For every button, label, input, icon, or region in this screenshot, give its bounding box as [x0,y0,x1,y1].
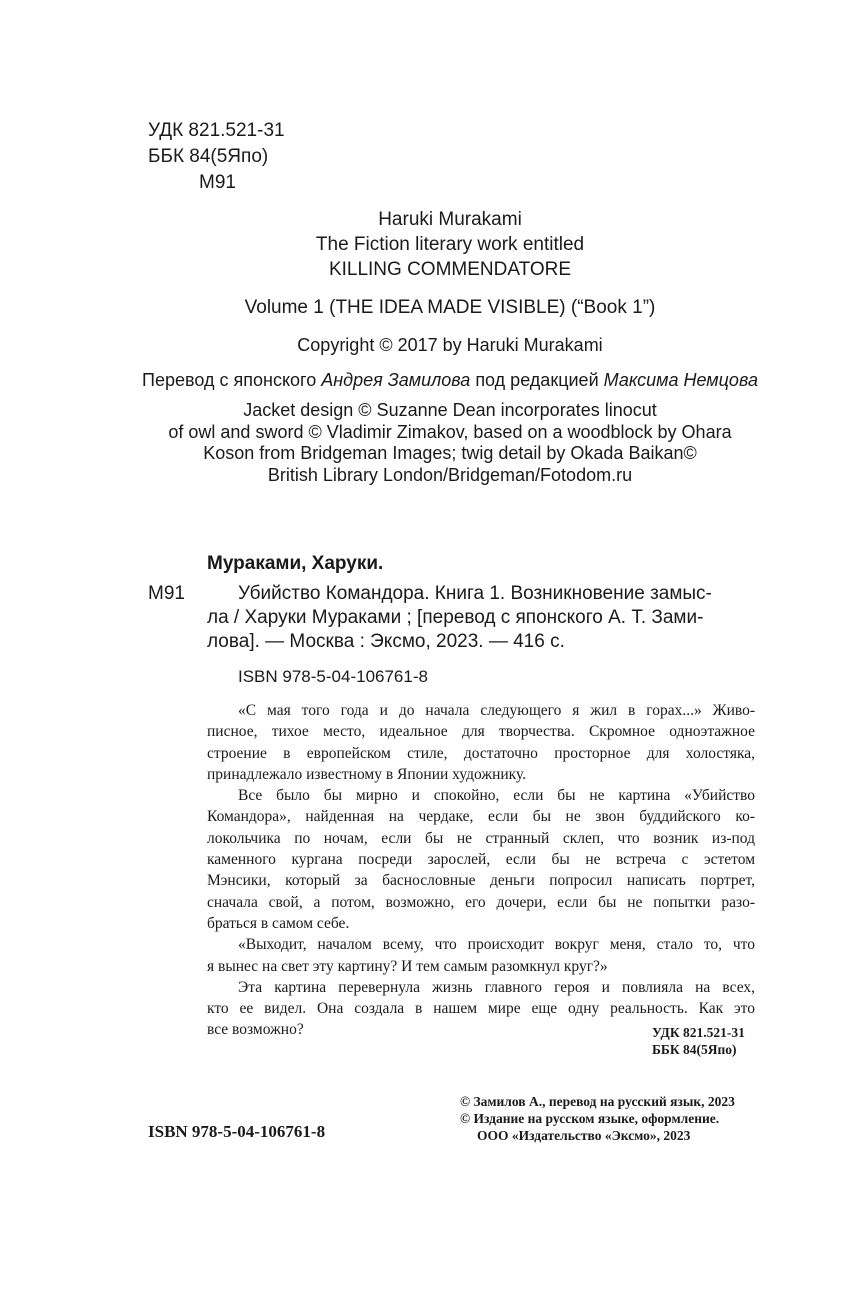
translation-prefix: Перевод с японского [142,370,322,390]
classification-block [148,118,285,196]
jacket-credit-line: Koson from Bridgeman Images; twig detail by Okada Baikan© [203,443,697,463]
bibliographic-code: М91 [148,583,185,604]
original-credits [60,207,840,282]
annotation-line: «С мая того года и до начала следующего я жил в горах...» Живо- [238,702,755,719]
bbk-code: ББК 84(5Япо) [148,146,269,167]
bottom-bbk: ББК 84(5Япо) [652,1042,737,1057]
work-description: The Fiction literary work entitled [315,234,585,255]
jacket-credit-line: Jacket design © Suzanne Dean incorporates linocut [243,400,657,420]
annotation-line: кто ее видел. Она создала в нашем мире еще одну реальность. Как это [207,1000,755,1018]
original-copyright: Copyright © 2017 by Haruki Murakami [297,335,603,355]
annotation-line: я вынес на свет эту картину? И тем самым разомкнул круг?» [207,957,608,975]
annotation-line: Эта картина перевернула жизнь главного героя и повлияла на всех, [238,978,755,996]
bibliographic-line: лова]. — Москва : Эксмо, 2023. — 416 с. [207,631,565,652]
bibliographic-isbn: ISBN 978-5-04-106761-8 [238,667,428,686]
udk-code: УДК 821.521-31 [148,120,285,141]
translation-copyright: © Замилов А., перевод на русский язык, 2023 [460,1094,735,1109]
author-mark: М91 [199,172,236,193]
annotation-line: локольчика по ночам, если бы не странный склеп, что возник из-под [207,829,755,847]
annotation-line: сначала свой, а потом, возможно, его дочери, если бы не попытки разо- [207,893,755,911]
annotation-line: строение в европейском стиле, достаточно просторное для холостяка, [207,744,755,762]
annotation-line: все возможно? [207,1021,304,1039]
annotation-line: принадлежало известному в Японии художнику. [207,765,527,783]
translator-name: Андрея Замилова [321,370,471,390]
original-author: Haruki Murakami [378,209,522,230]
bottom-copyright [460,1093,735,1144]
annotation [207,700,755,1041]
main-isbn: ISBN 978-5-04-106761-8 [148,1122,326,1141]
bottom-udk: УДК 821.521-31 [652,1025,745,1040]
annotation-line: Командора», найденная на чердаке, если бы не звон буддийского ко- [207,808,755,826]
jacket-credit [60,400,840,486]
editor-name: Максима Немцова [603,370,758,390]
jacket-credit-line: of owl and sword © Vladimir Zimakov, based on a woodblock by Ohara [168,421,732,442]
annotation-line: Все было бы мирно и спокойно, если бы не картина «Убийство [238,787,755,805]
original-title: KILLING COMMENDATORE [328,259,572,280]
bibliographic-author: Мураками, Харуки. [207,553,384,574]
bibliographic-line: ла / Харуки Мураками ; [перевод с японского А. Т. Зами- [207,607,704,628]
volume-line: Volume 1 (THE IDEA MADE VISIBLE) (“Book 1”) [244,297,656,318]
bibliographic-description [207,582,755,654]
annotation-line: писное, тихое место, идеальное для творчества. Скромное одноэтажное [207,723,755,741]
translation-middle: под редакцией [470,370,604,390]
publisher-copyright: ООО «Издательство «Эксмо», 2023 [477,1128,691,1143]
annotation-line: «Выходит, началом всему, что происходит вокруг меня, стало то, что [238,936,755,954]
annotation-line: каменного кургана посреди зарослей, если бы не встреча с эстетом [207,851,755,869]
bibliographic-line: Убийство Командора. Книга 1. Возникновение замыс- [238,583,712,604]
bottom-classification [652,1024,745,1058]
translation-credit [60,368,840,392]
annotation-line: Мэнсики, который за баснословные деньги попросил написать портрет, [207,872,755,890]
jacket-credit-line: British Library London/Bridgeman/Fotodom.ru [267,464,633,485]
annotation-line: браться в самом себе. [207,914,350,932]
edition-copyright: © Издание на русском языке, оформление. [460,1111,720,1126]
